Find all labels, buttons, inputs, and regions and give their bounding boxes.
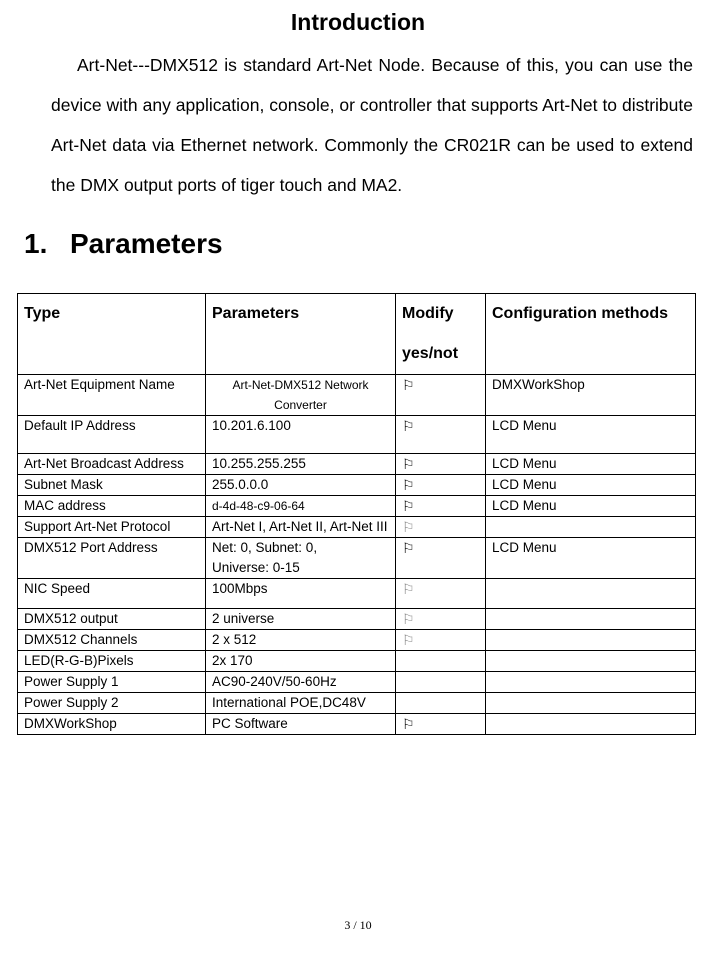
table-row [18, 630, 696, 651]
table-row [18, 375, 696, 416]
cell-config [486, 609, 696, 630]
cell-config [486, 693, 696, 714]
cell-param: International POE,DC48V [206, 693, 396, 714]
header-parameters: Parameters [206, 294, 396, 375]
flag-icon: ⚐ [396, 496, 486, 517]
cell-param: Art-Net I, Art-Net II, Art-Net III [206, 517, 396, 538]
cell-config [486, 579, 696, 609]
cell-config: LCD Menu [486, 538, 696, 579]
flag-icon: ⚐ [396, 454, 486, 475]
header-type: Type [18, 294, 206, 375]
cell-type: DMX512 Channels [18, 630, 206, 651]
cell-param-line2: Universe: 0-15 [212, 560, 300, 575]
table-row [18, 538, 696, 579]
cell-config [486, 630, 696, 651]
cell-config: LCD Menu [486, 496, 696, 517]
cell-param: 2 x 512 [206, 630, 396, 651]
cell-modify [396, 693, 486, 714]
header-modify-line1: Modify [402, 305, 454, 322]
cell-config: LCD Menu [486, 475, 696, 496]
flag-icon: ⚐ [396, 375, 486, 416]
cell-param: 255.0.0.0 [206, 475, 396, 496]
cell-config [486, 714, 696, 735]
cell-type: Power Supply 2 [18, 693, 206, 714]
cell-type: DMX512 output [18, 609, 206, 630]
cell-type: MAC address [18, 496, 206, 517]
cell-type: Art-Net Equipment Name [18, 375, 206, 416]
cell-param-line1: Net: 0, Subnet: 0, [212, 540, 318, 555]
cell-type: LED(R-G-B)Pixels [18, 651, 206, 672]
flag-icon: ⚐ [396, 517, 486, 538]
cell-type: Subnet Mask [18, 475, 206, 496]
table-row [18, 579, 696, 609]
section-heading [24, 228, 223, 260]
page-current: 3 [344, 918, 351, 932]
header-modify [396, 294, 486, 375]
table-row [18, 416, 696, 454]
cell-param: Art-Net-DMX512 Network Converter [206, 375, 396, 416]
table-row [18, 517, 696, 538]
cell-param: AC90-240V/50-60Hz [206, 672, 396, 693]
flag-icon: ⚐ [396, 579, 486, 609]
flag-icon: ⚐ [396, 538, 486, 579]
cell-type: DMXWorkShop [18, 714, 206, 735]
table-header-row [18, 294, 696, 375]
cell-config: LCD Menu [486, 454, 696, 475]
table-row [18, 609, 696, 630]
flag-icon: ⚐ [396, 630, 486, 651]
page-heading: Introduction [290, 9, 426, 35]
cell-param: d-4d-48-c9-06-64 [206, 496, 396, 517]
section-title: Parameters [70, 228, 223, 259]
cell-type: DMX512 Port Address [18, 538, 206, 579]
cell-config [486, 651, 696, 672]
cell-config: DMXWorkShop [486, 375, 696, 416]
intro-paragraph: Art-Net---DMX512 is standard Art-Net Node. Because of this, you can use the device with any application, console, or controller that supports Art-Net to distribute Art-Net data via Ethernet network. Commonly the CR021R can be used to extend the DMX output ports of tiger touch and MA2. [51, 55, 693, 195]
header-modify-line2: yes/not [402, 345, 459, 362]
flag-icon: ⚐ [396, 475, 486, 496]
cell-param: PC Software [206, 714, 396, 735]
section-number: 1. [24, 228, 48, 259]
cell-type: Power Supply 1 [18, 672, 206, 693]
page-number [0, 918, 716, 933]
cell-type: Support Art-Net Protocol [18, 517, 206, 538]
flag-icon: ⚐ [396, 609, 486, 630]
page-total: 10 [359, 918, 372, 932]
table-row [18, 714, 696, 735]
cell-param [206, 538, 396, 579]
cell-type: Default IP Address [18, 416, 206, 454]
cell-config: LCD Menu [486, 416, 696, 454]
cell-param: 100Mbps [206, 579, 396, 609]
table-row [18, 672, 696, 693]
cell-modify [396, 651, 486, 672]
cell-modify [396, 672, 486, 693]
table-row [18, 496, 696, 517]
cell-param: 2 universe [206, 609, 396, 630]
cell-param: 2x 170 [206, 651, 396, 672]
cell-param: 10.201.6.100 [206, 416, 396, 454]
cell-config [486, 672, 696, 693]
cell-config [486, 517, 696, 538]
header-config: Configuration methods [486, 294, 696, 375]
table-row [18, 454, 696, 475]
flag-icon: ⚐ [396, 714, 486, 735]
cell-param: 10.255.255.255 [206, 454, 396, 475]
table-row [18, 651, 696, 672]
table-row [18, 693, 696, 714]
flag-icon: ⚐ [396, 416, 486, 454]
cell-type: NIC Speed [18, 579, 206, 609]
cell-type: Art-Net Broadcast Address [18, 454, 206, 475]
page-separator: / [353, 918, 357, 932]
table-row [18, 475, 696, 496]
parameters-table [17, 293, 696, 735]
